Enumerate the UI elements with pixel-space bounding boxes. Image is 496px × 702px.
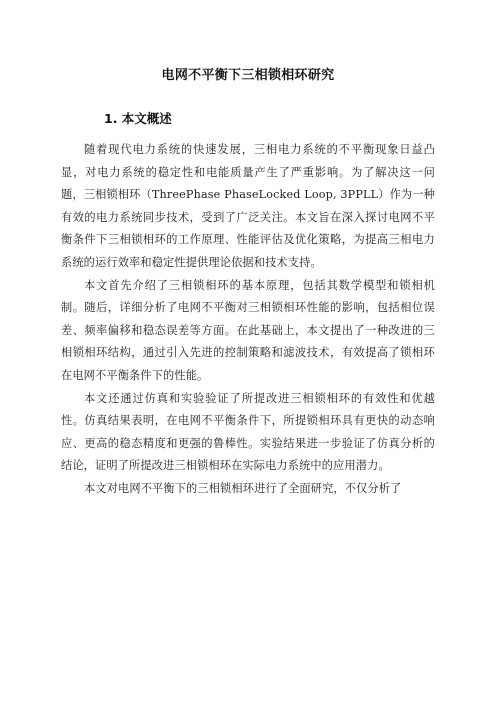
paragraph-4: 本文对电网不平衡下的三相锁相环进行了全面研究，不仅分析了 xyxy=(84,481,402,495)
body-text xyxy=(61,139,435,501)
paragraph-1: 随着现代电力系统的快速发展，三相电力系统的不平衡现象日益凸显，对电力系统的稳定性和电能质量产生了严重影响。为了解决这一问题，三相锁相环（ThreePhase PhaseLocked Loop, 3PPLL）作为一种有效的电力系统同步技术，受到了广泛关注。本文旨在深入探讨电网不平衡条件下三相锁相环的工作原理、性能评估及优化策略，为提高三相电力系统的运行效率和稳定性提供理论依据和技术支持。 xyxy=(61,143,435,269)
paragraph-3: 本文还通过仿真和实验验证了所提改进三相锁相环的有效性和优越性。仿真结果表明，在电网不平衡条件下，所提锁相环具有更快的动态响应、更高的稳态精度和更强的鲁棒性。实验结果进一步验证了仿真分析的结论，证明了所提改进三相锁相环在实际电力系统中的应用潜力。 xyxy=(61,391,435,473)
paragraph-2: 本文首先介绍了三相锁相环的基本原理，包括其数学模型和锁相机制。随后，详细分析了电网不平衡对三相锁相环性能的影响，包括相位误差、频率偏移和稳态误差等方面。在此基础上，本文提出了一种改进的三相锁相环结构，通过引入先进的控制策略和滤波技术，有效提高了锁相环在电网不平衡条件下的性能。 xyxy=(61,278,435,382)
section-heading: 1. 本文概述 xyxy=(104,111,172,126)
document-title: 电网不平衡下三相锁相环研究 xyxy=(161,68,335,83)
